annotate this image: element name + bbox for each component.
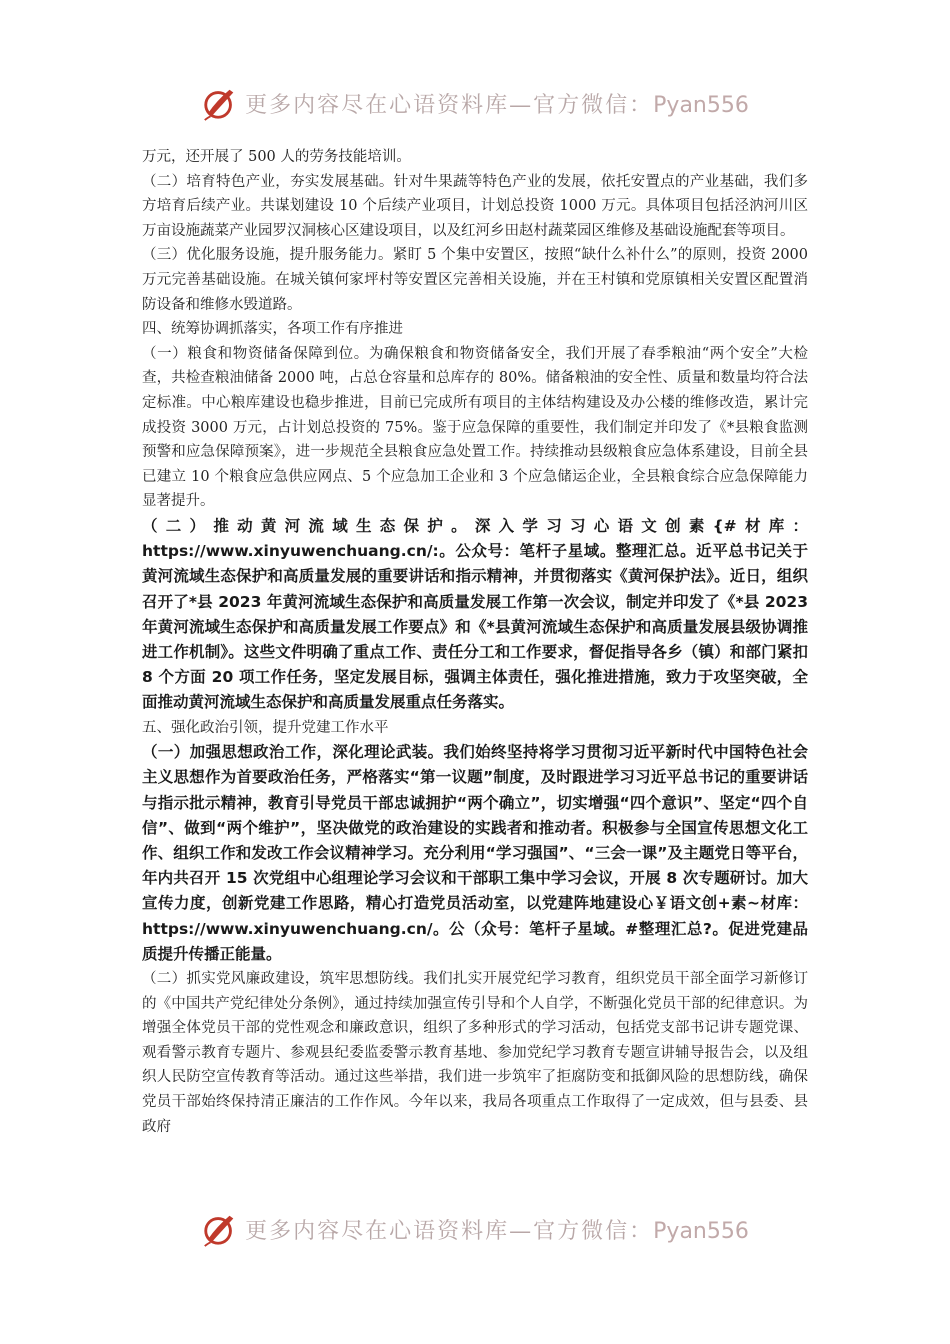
paragraph: （三）优化服务设施，提升服务能力。紧盯 5 个集中安置区，按照“缺什么补什么”的原则，投资 2000 万元完善基础设施。在城关镇何家坪村等安置区完善相关设施，并在王村镇和党原镇相关安置区配置消防设备和维修水毁道路。 (142, 247, 808, 313)
watermark-text (245, 1214, 749, 1245)
paragraph: 万元，还开展了 500 人的劳务技能培训。 (142, 149, 411, 165)
watermark-wechat-id: Pyan556 (653, 92, 749, 118)
watermark-site-text: 更多内容尽在心语资料库—官方微信： (245, 1218, 654, 1244)
document-body (142, 145, 808, 1139)
paragraph: （二）抓实党风廉政建设，筑牢思想防线。我们扎实开展党纪学习教育，组织党员干部全面学习新修订的《中国共产党纪律处分条例》，通过持续加强宣传引导和个人自学，不断强化党员干部的纪律意识。为增强全体党员干部的党性观念和廉政意识，组织了多种形式的学习活动，包括党支部书记讲专题党课、观看警示教育专题片、参观县纪委监委警示教育基地、参加党纪学习教育专题宣讲辅导报告会，以及组织人民防空宣传教育等活动。通过这些举措，我们进一步筑牢了拒腐防变和抵御风险的思想防线，确保党员干部始终保持清正廉洁的工作作风。今年以来，我局各项重点工作取得了一定成效，但与县委、县政府 (142, 970, 808, 1135)
header-watermark-banner (0, 79, 950, 127)
pen-and-ink-logo-icon (201, 1210, 239, 1248)
paragraph-bold: （二）推动黄河流域生态保护。深入学习习心语文创素{#材库：https://www.xinyuwenchuang.cn/:。公众号：笔杆子星域。整理汇总。近平总书记关于黄河流域生态保护和高质量发展的重要讲话和指示精神，并贯彻落实《黄河保护法》。近日，组织召开了*县 2023 年黄河流域生态保护和高质量发展工作第一次会议，制定并印发了《*县 2023 年黄河流域生态保护和高质量发展工作要点》和《*县黄河流域生态保护和高质量发展县级协调推进工作机制》。这些文件明确了重点工作、责任分工和工作要求，督促指导各乡（镇）和部门紧扣 8 个方面 20 项工作任务，坚定发展目标，强调主体责任，强化推进措施，致力于攻坚突破，全面推动黄河流域生态保护和高质量发展重点任务落实。 (142, 516, 808, 712)
paragraph-bold: （一）加强思想政治工作，深化理论武装。我们始终坚持将学习贯彻习近平新时代中国特色社会主义思想作为首要政治任务，严格落实“第一议题”制度，及时跟进学习习近平总书记的重要讲话与指示批示精神，教育引导党员干部忠诚拥护“两个确立”，切实增强“四个意识”、坚定“四个自信”、做到“两个维护”，坚决做党的政治建设的实践者和推动者。积极参与全国宣传思想文化工作、组织工作和发改工作会议精神学习。充分利用“学习强国”、“三会一课”及主题党日等平台，年内共召开 15 次党组中心组理论学习会议和干部职工集中学习会议，开展 8 次专题研讨。加大宣传力度，创新党建工作思路，精心打造党员活动室，以党建阵地建设心￥语文创+素~材库：https://www.xinyuwenchuang.cn/。公（众号：笔杆子星域。#整理汇总?。促进党建品质提升传播正能量。 (142, 743, 808, 963)
section-heading: 四、统筹协调抓落实，各项工作有序推进 (142, 321, 403, 338)
watermark-site-text: 更多内容尽在心语资料库—官方微信： (245, 92, 654, 118)
pen-and-ink-logo-icon (201, 84, 239, 122)
section-heading: 五、强化政治引领，提升党建工作水平 (142, 719, 389, 736)
footer-watermark-banner (0, 1205, 950, 1253)
watermark-wechat-id: Pyan556 (653, 1218, 749, 1244)
paragraph: （二）培育特色产业，夯实发展基础。针对牛果蔬等特色产业的发展，依托安置点的产业基础，我们多方培育后续产业。共谋划建设 10 个后续产业项目，计划总投资 1000 万元。具体项目包括泾汭河川区万亩设施蔬菜产业园罗汉洞核心区建设项目，以及红河乡田赵村蔬菜园区维修及基础设施配套等项目。 (142, 173, 808, 239)
watermark-text (245, 88, 749, 119)
paragraph: （一）粮食和物资储备保障到位。为确保粮食和物资储备安全，我们开展了春季粮油“两个安全”大检查，共检查粮油储备 2000 吨，占总仓容量和总库存的 80%。储备粮油的安全性、质量和数量均符合法定标准。中心粮库建设也稳步推进，目前已完成所有项目的主体结构建设及办公楼的维修改造，累计完成投资 3000 万元，占计划总投资的 75%。鉴于应急保障的重要性，我们制定并印发了《*县粮食监测预警和应急保障预案》，进一步规范全县粮食应急处置工作。持续推动县级粮食应急体系建设，目前全县已建立 10 个粮食应急供应网点、5 个应急加工企业和 3 个应急储运企业，全县粮食综合应急保障能力显著提升。 (142, 345, 808, 510)
